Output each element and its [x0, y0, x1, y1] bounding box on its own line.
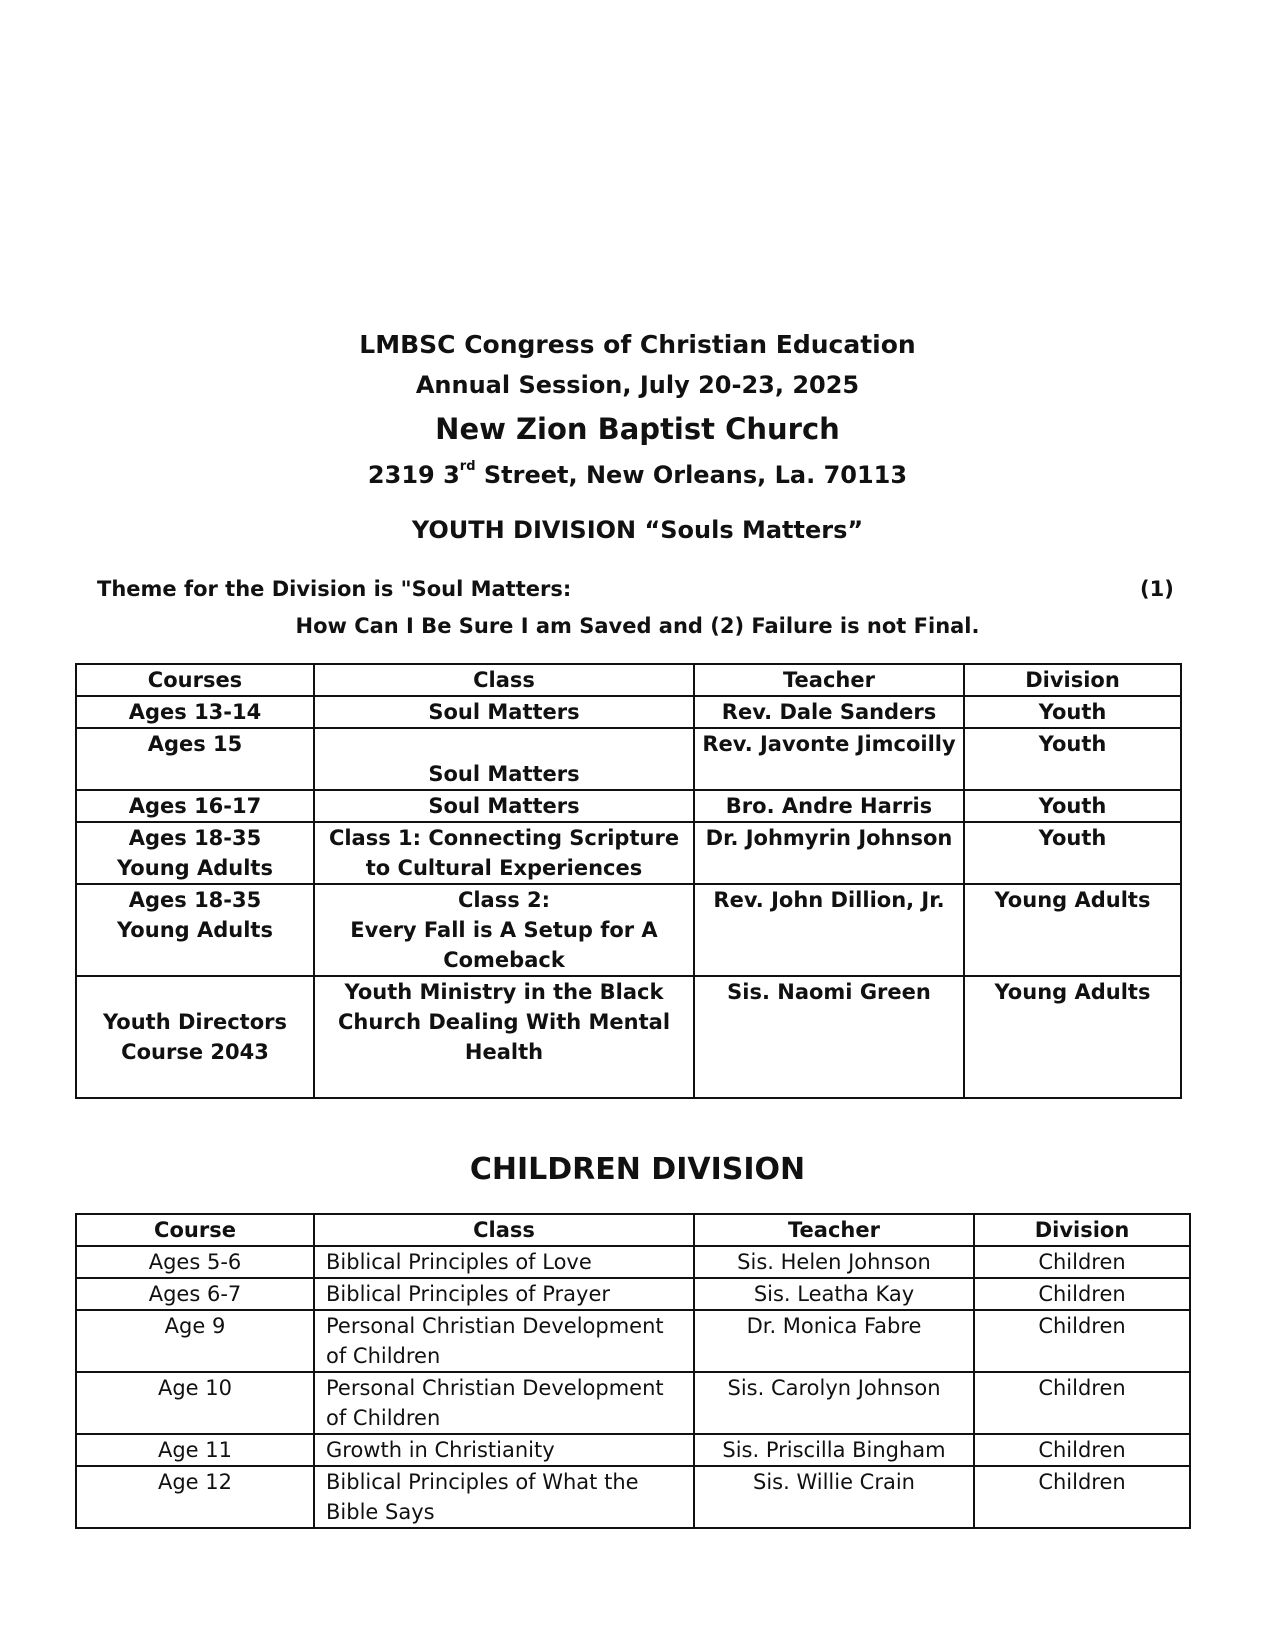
division-cell: Children: [974, 1434, 1190, 1466]
teacher-cell: Sis. Helen Johnson: [694, 1246, 974, 1278]
class-line: Biblical Principles of What the: [326, 1470, 639, 1494]
table-row: [76, 1246, 1190, 1278]
class-line: Every Fall is A Setup for A: [350, 918, 658, 942]
theme-number: (1): [1140, 577, 1174, 601]
class-line: Class 2:: [457, 888, 551, 912]
course-cell: Ages 13-14: [76, 696, 314, 728]
class-line: to Cultural Experiences: [365, 856, 643, 880]
teacher-cell: Dr. Monica Fabre: [694, 1310, 974, 1372]
class-line: of Children: [326, 1344, 441, 1368]
division-cell: Children: [974, 1310, 1190, 1372]
division-cell: Young Adults: [964, 884, 1181, 976]
class-cell: Soul Matters: [314, 696, 694, 728]
column-header-course: Course: [76, 1214, 314, 1246]
course-cell: Age 9: [76, 1310, 314, 1372]
class-cell: [314, 1466, 694, 1528]
column-header-teacher: Teacher: [694, 664, 964, 696]
class-line: Bible Says: [326, 1500, 435, 1524]
column-header-class: Class: [314, 664, 694, 696]
course-line: Ages 18-35: [128, 888, 262, 912]
youth-schedule-table: [75, 663, 1182, 1099]
address-street: Street, New Orleans, La. 70113: [475, 461, 908, 489]
table-row: [76, 884, 1181, 976]
class-line: Health: [464, 1040, 544, 1064]
division-cell: Children: [974, 1246, 1190, 1278]
teacher-cell: Sis. Willie Crain: [694, 1466, 974, 1528]
class-line: Class 1: Connecting Scripture: [328, 826, 680, 850]
youth-division-title: YOUTH DIVISION “Souls Matters”: [411, 516, 864, 544]
course-line: Ages 18-35: [128, 826, 262, 850]
division-cell: Children: [974, 1278, 1190, 1310]
table-row: [76, 822, 1181, 884]
class-cell: Soul Matters: [314, 728, 694, 790]
class-cell: [314, 1310, 694, 1372]
address-number: 2319 3: [367, 461, 460, 489]
column-header-courses: Courses: [76, 664, 314, 696]
teacher-cell: Sis. Naomi Green: [694, 976, 964, 1098]
column-header-class: Class: [314, 1214, 694, 1246]
course-cell: Ages 6-7: [76, 1278, 314, 1310]
column-header-division: Division: [964, 664, 1181, 696]
teacher-cell: Rev. John Dillion, Jr.: [694, 884, 964, 976]
column-header-division: Division: [974, 1214, 1190, 1246]
title-session: Annual Session, July 20-23, 2025: [415, 371, 860, 399]
class-cell: Biblical Principles of Prayer: [314, 1278, 694, 1310]
teacher-cell: Rev. Javonte Jimcoilly: [694, 728, 964, 790]
course-cell: [76, 822, 314, 884]
class-line: Personal Christian Development: [326, 1376, 664, 1400]
teacher-cell: Dr. Johmyrin Johnson: [694, 822, 964, 884]
children-division-title: CHILDREN DIVISION: [469, 1152, 806, 1187]
class-cell: [314, 976, 694, 1098]
class-cell: [314, 822, 694, 884]
course-cell: Age 10: [76, 1372, 314, 1434]
table-header-row: [76, 664, 1181, 696]
division-cell: Young Adults: [964, 976, 1181, 1098]
title-church: New Zion Baptist Church: [435, 412, 840, 446]
class-cell: Soul Matters: [314, 790, 694, 822]
table-row: [76, 1310, 1190, 1372]
course-line: Course 2043: [121, 1040, 269, 1064]
table-row: [76, 976, 1181, 1098]
division-cell: Youth: [964, 696, 1181, 728]
course-cell: Ages 15: [76, 728, 314, 790]
table-header-row: [76, 1214, 1190, 1246]
division-cell: Youth: [964, 728, 1181, 790]
table-row: [76, 696, 1181, 728]
division-cell: Children: [974, 1466, 1190, 1528]
table-row: [76, 790, 1181, 822]
theme-label: Theme for the Division is "Soul Matters:: [97, 577, 572, 601]
class-line: of Children: [326, 1406, 441, 1430]
table-row: [76, 1372, 1190, 1434]
class-line: Personal Christian Development: [326, 1314, 664, 1338]
course-line: Youth Directors: [103, 1010, 287, 1034]
table-row: [76, 1278, 1190, 1310]
address: [0, 461, 1275, 489]
division-cell: Children: [974, 1372, 1190, 1434]
address-ordinal: rd: [459, 459, 476, 474]
course-cell: Age 11: [76, 1434, 314, 1466]
class-line: Church Dealing With Mental: [337, 1010, 671, 1034]
course-line: Young Adults: [117, 918, 273, 942]
class-line: Comeback: [443, 948, 565, 972]
course-cell: Ages 5-6: [76, 1246, 314, 1278]
teacher-cell: Sis. Priscilla Bingham: [694, 1434, 974, 1466]
teacher-cell: Bro. Andre Harris: [694, 790, 964, 822]
division-cell: Youth: [964, 822, 1181, 884]
class-cell: Biblical Principles of Love: [314, 1246, 694, 1278]
children-schedule-table: [75, 1213, 1191, 1529]
course-cell: [76, 884, 314, 976]
teacher-cell: Rev. Dale Sanders: [694, 696, 964, 728]
class-cell: Growth in Christianity: [314, 1434, 694, 1466]
course-cell: Ages 16-17: [76, 790, 314, 822]
class-cell: [314, 884, 694, 976]
class-cell: [314, 1372, 694, 1434]
title-congress: LMBSC Congress of Christian Education: [359, 330, 916, 359]
table-row: [76, 728, 1181, 790]
table-row: [76, 1466, 1190, 1528]
class-line: Youth Ministry in the Black: [344, 980, 664, 1004]
teacher-cell: Sis. Leatha Kay: [694, 1278, 974, 1310]
course-cell: Age 12: [76, 1466, 314, 1528]
course-cell: [76, 976, 314, 1098]
teacher-cell: Sis. Carolyn Johnson: [694, 1372, 974, 1434]
division-cell: Youth: [964, 790, 1181, 822]
theme-text: How Can I Be Sure I am Saved and (2) Failure is not Final.: [295, 614, 980, 638]
table-row: [76, 1434, 1190, 1466]
column-header-teacher: Teacher: [694, 1214, 974, 1246]
course-line: Young Adults: [117, 856, 273, 880]
